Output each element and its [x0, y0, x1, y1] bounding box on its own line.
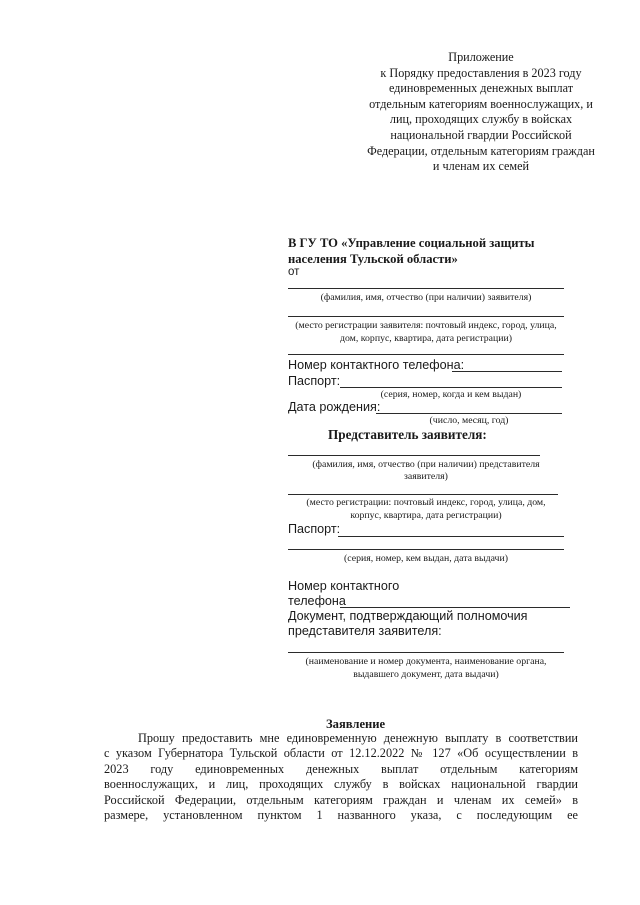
- representative-doc-field[interactable]: [288, 652, 564, 653]
- appendix-line: отдельным категориям военнослужащих, и: [369, 96, 593, 111]
- applicant-name-caption: (фамилия, имя, отчество (при наличии) заявителя): [320, 292, 532, 303]
- representative-name-field[interactable]: [288, 455, 540, 456]
- appendix-line: Приложение: [448, 50, 514, 64]
- appendix-line: лиц, проходящих службу в войсках: [389, 112, 573, 127]
- statement-body: [104, 731, 578, 823]
- applicant-address-field[interactable]: [288, 316, 564, 317]
- applicant-passport-field[interactable]: [340, 387, 562, 388]
- statement-line: военнослужащих, и лиц, проходящих службу в войсках национальной гвардии: [104, 777, 578, 792]
- applicant-address-caption-1: (место регистрации заявителя: почтовый индекс, город, улица,: [295, 320, 557, 331]
- applicant-dob-label: Дата рождения:: [288, 400, 381, 414]
- representative-doc-label-1: Документ, подтверждающий полномочия: [288, 609, 528, 623]
- applicant-name-field[interactable]: [288, 288, 564, 289]
- applicant-address-caption-2: дом, корпус, квартира, дата регистрации): [339, 333, 513, 344]
- applicant-passport-label: Паспорт:: [288, 374, 341, 388]
- applicant-phone-label: Номер контактного телефона:: [288, 358, 465, 372]
- representative-phone-field[interactable]: [340, 607, 570, 608]
- appendix-line: и членам их семей: [432, 159, 530, 174]
- applicant-phone-field[interactable]: [452, 371, 562, 372]
- representative-passport-label: Паспорт:: [288, 522, 341, 536]
- appendix-line: национальной гвардии Российской: [390, 127, 572, 142]
- representative-doc-label-2: представителя заявителя:: [288, 624, 442, 638]
- representative-phone-label-1: Номер контактного: [288, 579, 400, 593]
- applicant-dob-caption: (число, месяц, год): [429, 415, 509, 426]
- representative-address-caption-1: (место регистрации: почтовый индекс, город, улица, дом,: [306, 497, 546, 508]
- representative-address-caption-2: корпус, квартира, дата регистрации): [350, 510, 502, 521]
- appendix-line: Федерации, отдельным категориям граждан: [367, 143, 595, 158]
- applicant-passport-caption: (серия, номер, когда и кем выдан): [380, 389, 522, 400]
- appendix-line: единовременных денежных выплат: [388, 81, 574, 96]
- applicant-dob-field[interactable]: [376, 413, 562, 414]
- statement-line: 2023 году единовременных денежных выплат отдельным категориям: [104, 761, 578, 776]
- statement-line: размере, установленном пунктом 1 названного указа, с последующим ее: [104, 808, 578, 823]
- appendix-header: [350, 50, 612, 175]
- applicant-address-field-2[interactable]: [288, 354, 564, 355]
- representative-phone-label-2: телефона: [288, 594, 346, 608]
- representative-name-caption-2: заявителя): [404, 471, 448, 482]
- representative-name-caption-1: (фамилия, имя, отчество (при наличии) представителя: [312, 459, 540, 470]
- representative-passport-field[interactable]: [338, 536, 564, 537]
- from-label: от: [288, 266, 300, 278]
- representative-address-field[interactable]: [288, 494, 558, 495]
- addressee-line-2: населения Тульской области»: [288, 252, 458, 266]
- representative-heading: Представитель заявителя:: [328, 427, 487, 442]
- statement-line: Прошу предоставить мне единовременную денежную выплату в соответствии: [138, 731, 578, 745]
- representative-doc-caption-2: выдавшего документ, дата выдачи): [353, 669, 499, 680]
- representative-passport-field-2[interactable]: [288, 549, 564, 550]
- representative-passport-caption: (серия, номер, кем выдан, дата выдачи): [344, 553, 508, 564]
- appendix-line: к Порядку предоставления в 2023 году: [380, 65, 582, 80]
- statement-line: с указом Губернатора Тульской области от 12.12.2022 № 127 «Об осуществлении в: [104, 746, 578, 761]
- statement-line: Российской Федерации, отдельным категориям граждан и членам их семей» в: [104, 792, 578, 807]
- representative-doc-caption-1: (наименование и номер документа, наименование органа,: [305, 656, 547, 667]
- statement-title: Заявление: [326, 717, 386, 731]
- addressee-line-1: В ГУ ТО «Управление социальной защиты: [288, 236, 535, 250]
